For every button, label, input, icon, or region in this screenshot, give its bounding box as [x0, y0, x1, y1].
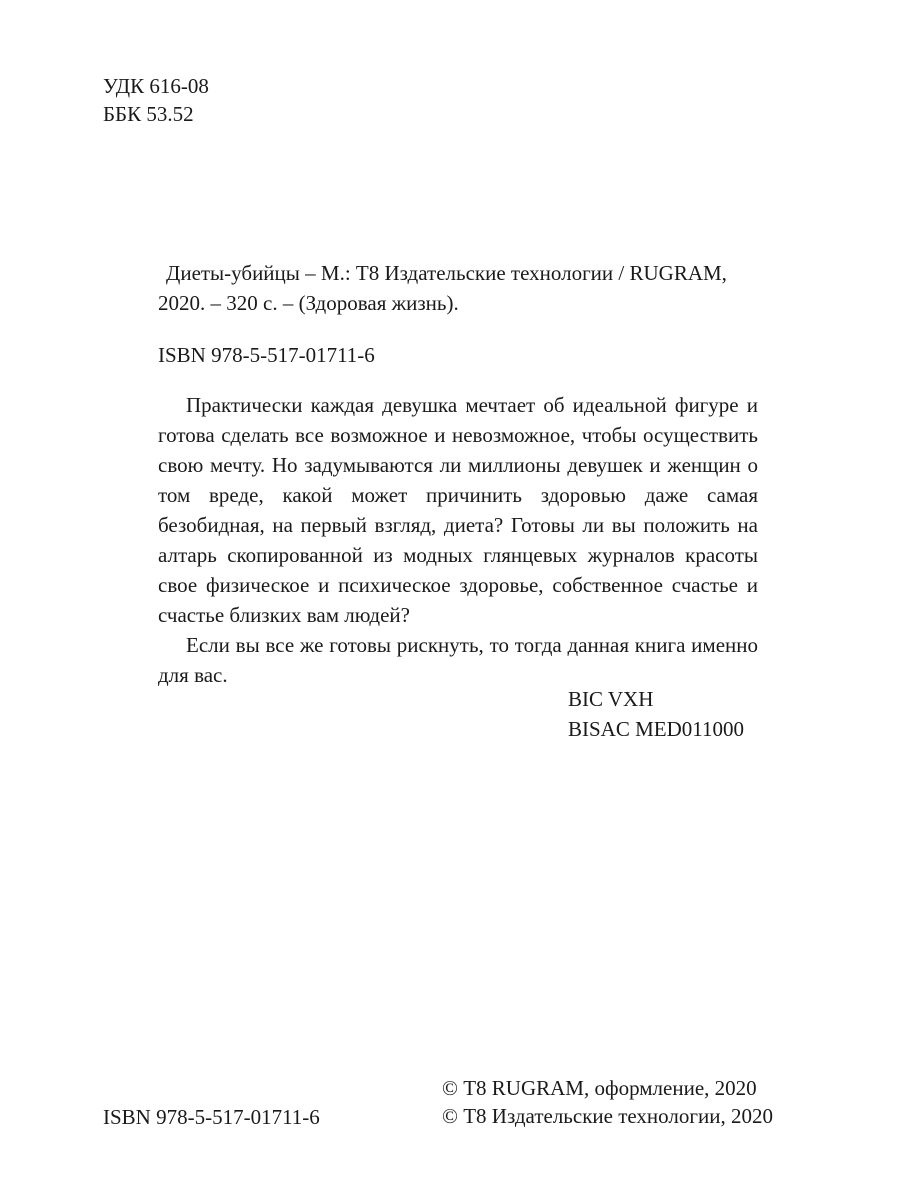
bisac-code: BISAC MED011000 [568, 717, 744, 741]
isbn-bottom: ISBN 978-5-517-01711-6 [103, 1105, 320, 1129]
copyright-line-2: © Т8 Издательские технологии, 2020 [442, 1104, 773, 1128]
classification-block [103, 72, 209, 128]
annotation-paragraph-1: Практически каждая девушка мечтает об идеальной фигуре и готова сделать все возможное и невозможное, чтобы осуществить свою мечту. Но задумываются ли миллионы девушек и женщин о том вреде, какой может причинить здоровью даже самая безобидная, на первый взгляд, диета? Готовы ли вы положить на алтарь скопированной из модных глянцевых журналов красоты свое физическое и психическое здоровье, собственное счастье и счастье близких вам людей? [158, 393, 758, 627]
bibliographic-entry: Диеты-убийцы – М.: Т8 Издательские технологии / RUGRAM, 2020. – 320 с. – (Здоровая жизнь). [158, 261, 727, 315]
udk-code: УДК 616-08 [103, 74, 209, 98]
annotation-paragraph-2: Если вы все же готовы рискнуть, то тогда данная книга именно для вас. [158, 633, 758, 687]
copyright-line-1: © Т8 RUGRAM, оформление, 2020 [442, 1076, 757, 1100]
bic-code: BIC VXH [568, 687, 654, 711]
bbk-code: ББК 53.52 [103, 102, 194, 126]
subject-codes [568, 684, 744, 744]
annotation-block [158, 390, 758, 690]
isbn-main: ISBN 978-5-517-01711-6 [158, 343, 375, 367]
copyright-block [442, 1074, 773, 1130]
